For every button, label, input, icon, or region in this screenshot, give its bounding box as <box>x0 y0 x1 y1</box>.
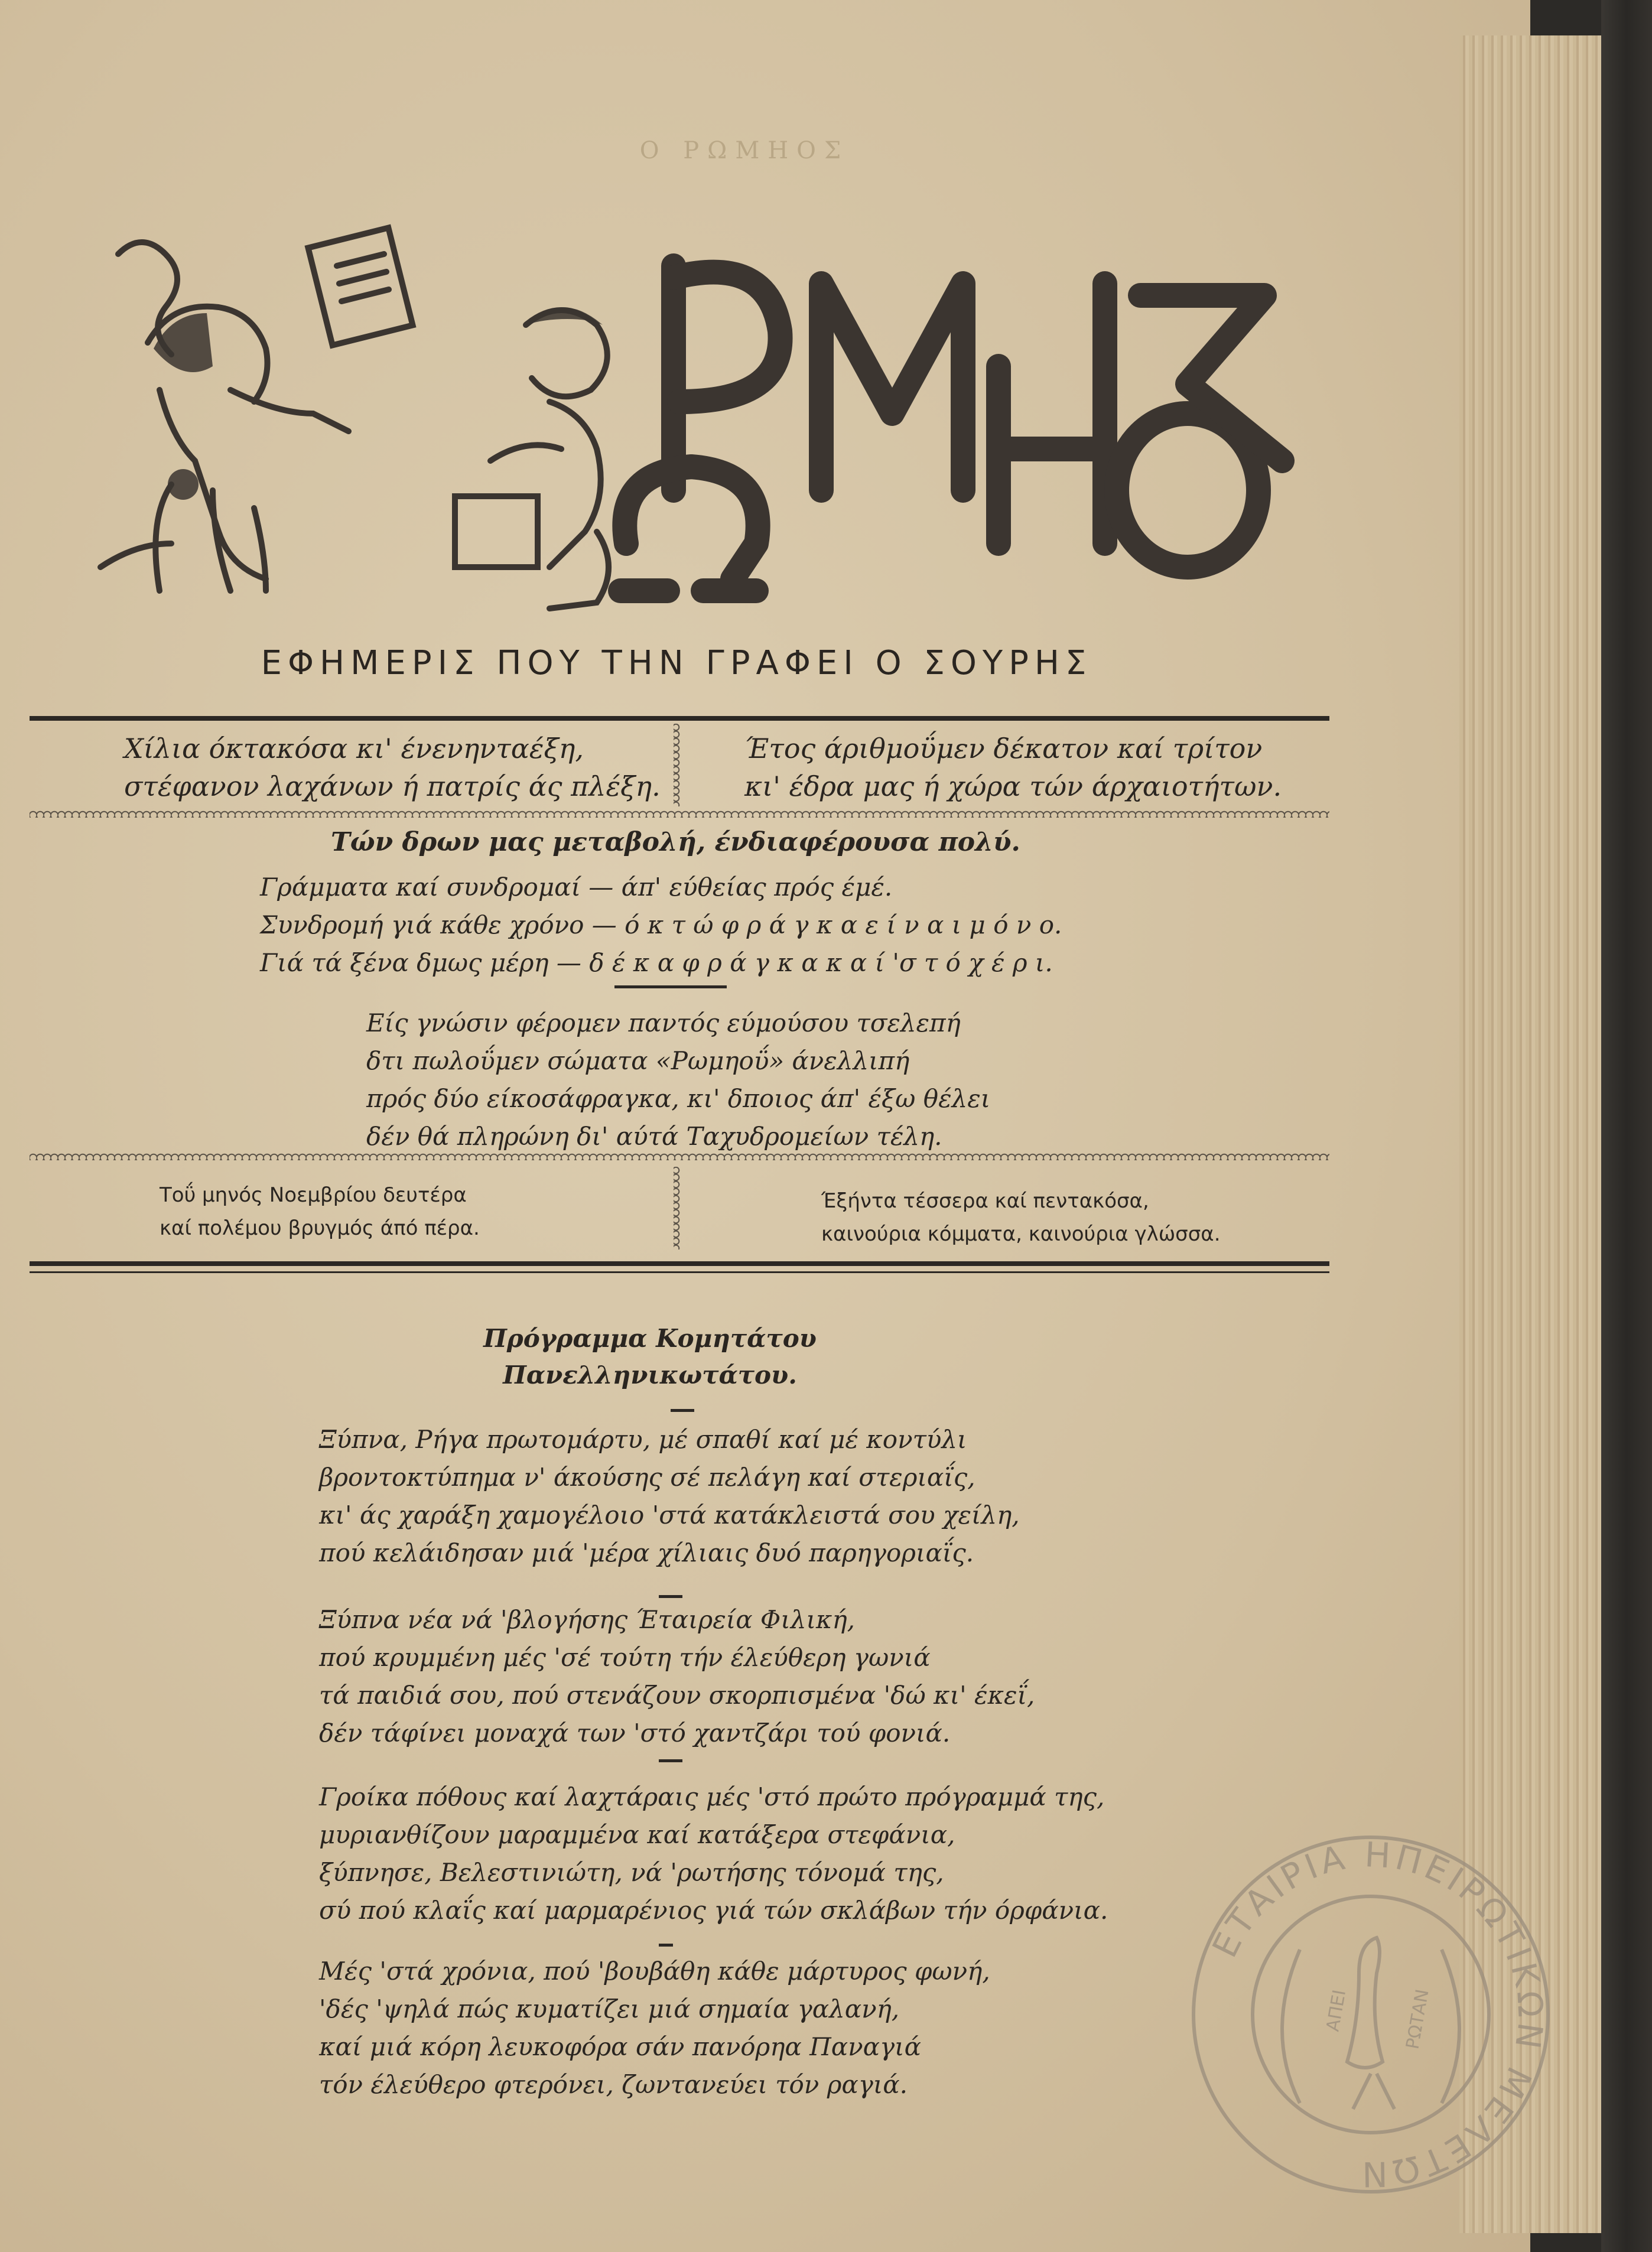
poem-stanza-2: Ξύπνα νέα νά 'βλογήσης Έταιρεία Φιλική, πού κρυμμένη μές 'σέ τούτη τήν έλεύθερη γωνιά τά παιδιά σου, πού στενάζουν σκορπισμένα 'δώ κι' έκεΐ, δέν τάφίνει μοναχά των 'στό χαντζάρι τού φονιά. <box>319 1605 1035 1747</box>
library-stamp <box>1182 1825 1560 2204</box>
bottom-rule-thin <box>30 1271 1329 1273</box>
header-divider <box>674 724 682 806</box>
stanza-dash-1 <box>659 1595 682 1598</box>
poem-title-dash <box>671 1409 694 1412</box>
terms-separator <box>614 985 727 988</box>
top-rule <box>30 716 1329 721</box>
date-divider <box>674 1167 682 1249</box>
masthead-title <box>473 230 502 237</box>
header-wavy-rule <box>30 809 1329 818</box>
date-verse-right: Έξήντα τέσσερα καί πεντακόσα, καινούρια κόμματα, καινούρια γλώσσα. <box>821 1189 1221 1246</box>
stanza-dash-2 <box>659 1759 682 1762</box>
book-spine <box>1601 0 1652 2252</box>
svg-text:ΕΤΑΙΡΙΑ ΗΠΕΙΡΩΤΙΚΩΝ ΜΕΛΕΤΩΝ: ΕΤΑΙΡΙΑ ΗΠΕΙΡΩΤΙΚΩΝ ΜΕΛΕΤΩΝ <box>1204 1834 1551 2195</box>
stanza-dash-3 <box>659 1944 673 1947</box>
masthead-illustration <box>77 213 1312 626</box>
running-head: Ο ΡΩΜΗΟΣ <box>639 137 850 164</box>
date-verse-left: Τοΰ μηνός Νοεμβρίου δευτέρα καί πολέμου βρυγμός άπό πέρα. <box>160 1183 480 1240</box>
poem-title: Πρόγραμμα Κομητάτου Πανελληνικωτάτου. <box>483 1324 817 1389</box>
terms-lines: Γράμματα καί συνδρομαί — άπ' εύθείας πρός έμέ. Συνδρομή γιά κάθε χρόνο — ό κ τ ώ φ ρ ά γ κ α ε ί ν α ι μ ό ν ο. Γιά τά ξένα δμως μέρη — δ έ κ α φ ρ ά γ κ α κ α ί 'σ τ ό χ έ ρ ι. <box>260 873 1062 977</box>
header-verse-right: Έτος άριθμοΰμεν δέκατον καί τρίτον κι' έδρα μας ή χώρα τών άρχαιοτήτων. <box>744 733 1282 802</box>
poem-stanza-3: Γροίκα πόθους καί λαχτάραις μές 'στό πρώτο πρόγραμμά της, μυριανθίζουν μαραμμένα καί κατάξερα στεφάνια, ξύπνησε, Βελεστινιώτη, νά 'ρωτήσης τόνομά της, σύ πού κλαΐς καί μαρμαρένιος γιά τών σκλάβων τήν όρφάνια. <box>319 1782 1108 1925</box>
notice-verses: Είς γνώσιν φέρομεν παντός εύμούσου τσελεπή δτι πωλοΰμεν σώματα «Ρωμηοΰ» άνελλιπή πρός δύο είκοσάφραγκα, κι' δποιος άπ' έξω θέλει δέν θά πληρώνη δι' αύτά Ταχυδρομείων τέλη. <box>366 1008 991 1151</box>
terms-heading: Τών δρων μας μεταβολή, ένδιαφέρουσα πολύ. <box>331 827 1020 857</box>
svg-text:ΡΩΤΑΝ: ΡΩΤΑΝ <box>1402 1987 1433 2051</box>
notice-wavy-rule <box>30 1152 1329 1160</box>
bottom-rule-thick <box>30 1261 1329 1266</box>
masthead-subtitle: ΕΦΗΜΕΡΙΣ ΠΟΥ ΤΗΝ ΓΡΑΦΕΙ Ο ΣΟΥΡΗΣ <box>261 644 1092 682</box>
poem-stanza-1: Ξύπνα, Ρήγα πρωτομάρτυ, μέ σπαθί καί μέ κοντύλι βροντοκτύπημα ν' άκούσης σέ πελάγη καί στεριαΐς, κι' άς χαράξη χαμογέλοιο 'στά κατάκλειστά σου χείλη, πού κελάιδησαν μιά 'μέρα χίλιαις δυό παρηγοριαΐς. <box>319 1425 1020 1567</box>
poem-stanza-4: Μές 'στά χρόνια, πού 'βουβάθη κάθε μάρτυρος φωνή, 'δές 'ψηλά πώς κυματίζει μιά σημαία γαλανή, καί μιά κόρη λευκοφόρα σάν πανόρηα Παναγιά τόν έλεύθερο φτερόνει, ζωντανεύει τόν ραγιά. <box>319 1957 990 2099</box>
header-verse-left: Χίλια όκτακόσα κι' ένενηνταέξη, στέφανον λαχάνων ή πατρίς άς πλέξη. <box>124 733 661 802</box>
svg-text:ΑΠΕΙ: ΑΠΕΙ <box>1322 1988 1351 2033</box>
